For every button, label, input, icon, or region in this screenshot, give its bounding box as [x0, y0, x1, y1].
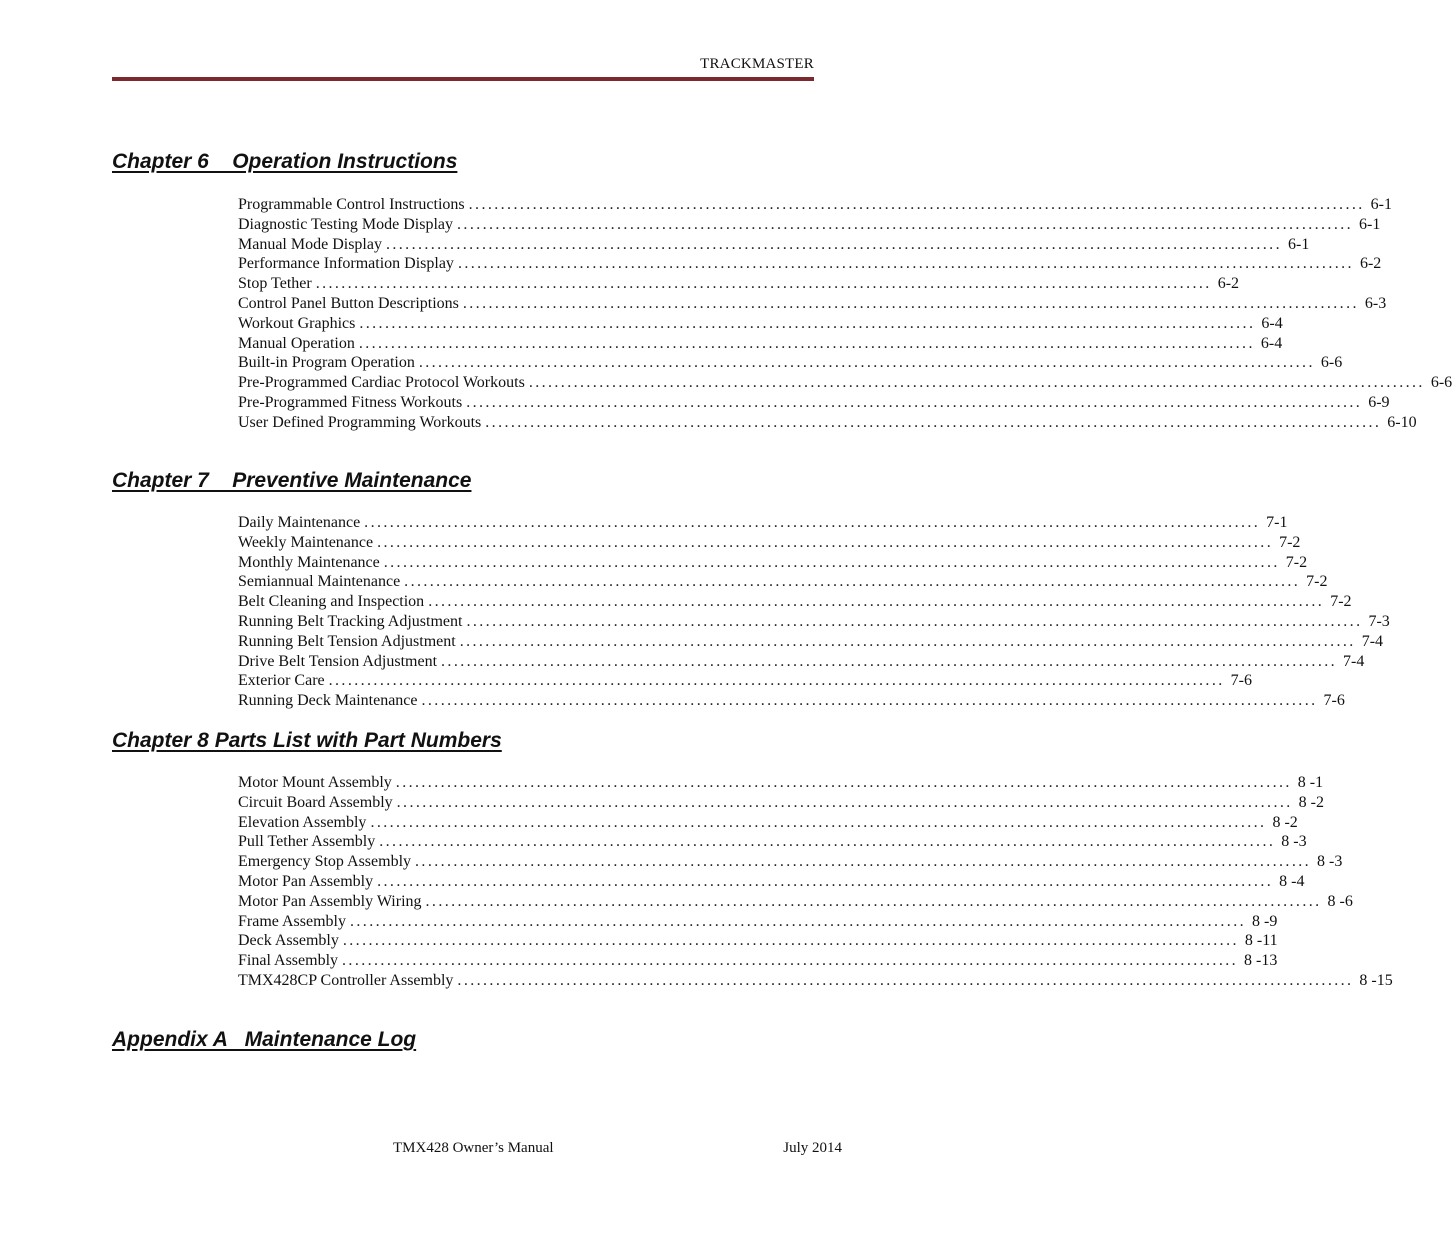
chapter-6-toc	[238, 195, 1452, 433]
toc-entry[interactable]: Circuit Board Assembly ............................................................................................................................................ 8 -2	[238, 793, 1324, 811]
toc-entry[interactable]: Control Panel Button Descriptions ............................................................................................................................................ 6-3	[238, 294, 1387, 312]
toc-entry[interactable]: Pull Tether Assembly ............................................................................................................................................ 8 -3	[238, 833, 1307, 851]
toc-entry[interactable]: Elevation Assembly ............................................................................................................................................ 8 -2	[238, 813, 1298, 831]
toc-entry[interactable]: Programmable Control Instructions ............................................................................................................................................ 6-1	[238, 196, 1392, 213]
footer-date: July 2014	[783, 1140, 842, 1156]
toc-entry[interactable]: Stop Tether ............................................................................................................................................ 6-2	[238, 275, 1240, 293]
toc-entry[interactable]: User Defined Programming Workouts ............................................................................................................................................ 6-10	[238, 413, 1417, 431]
toc-entry[interactable]: Pre-Programmed Cardiac Protocol Workouts ............................................................................................................................................ 6-6	[238, 374, 1452, 392]
toc-entry[interactable]: Motor Pan Assembly ............................................................................................................................................ 8 -4	[238, 872, 1305, 890]
toc-entry[interactable]: Weekly Maintenance ............................................................................................................................................ 7-2	[238, 533, 1301, 551]
toc-entry[interactable]: Final Assembly ............................................................................................................................................ 8 -13	[238, 952, 1278, 970]
chapter-8-title[interactable]: Chapter 8 Parts List with Part Numbers	[112, 729, 502, 752]
header-brand: TRACKMASTER	[700, 56, 814, 72]
chapter-8-toc	[238, 773, 1393, 991]
toc-entry[interactable]: Pre-Programmed Fitness Workouts ............................................................................................................................................ 6-9	[238, 393, 1390, 411]
toc-entry[interactable]: Drive Belt Tension Adjustment ............................................................................................................................................ 7-4	[238, 652, 1365, 670]
footer-manual-title: TMX428 Owner’s Manual	[393, 1140, 554, 1156]
toc-entry[interactable]: Manual Mode Display ............................................................................................................................................ 6-1	[238, 235, 1310, 253]
toc-entry[interactable]: Semiannual Maintenance ............................................................................................................................................ 7-2	[238, 573, 1328, 591]
toc-entry[interactable]: Performance Information Display ............................................................................................................................................ 6-2	[238, 255, 1382, 273]
toc-entry[interactable]: Manual Operation ............................................................................................................................................ 6-4	[238, 334, 1283, 352]
toc-entry[interactable]: Monthly Maintenance ............................................................................................................................................ 7-2	[238, 553, 1308, 571]
toc-entry[interactable]: Belt Cleaning and Inspection ............................................................................................................................................ 7-2	[238, 593, 1352, 611]
toc-entry[interactable]: Diagnostic Testing Mode Display ............................................................................................................................................ 6-1	[238, 215, 1381, 233]
toc-entry[interactable]: Motor Pan Assembly Wiring ............................................................................................................................................ 8 -6	[238, 892, 1353, 910]
appendix-a-title[interactable]: Appendix A Maintenance Log	[112, 1028, 417, 1051]
toc-entry[interactable]: Built-in Program Operation ............................................................................................................................................ 6-6	[238, 354, 1343, 372]
toc-entry[interactable]: Daily Maintenance ............................................................................................................................................ 7-1	[238, 514, 1288, 531]
chapter-6-title[interactable]: Chapter 6 Operation Instructions	[112, 150, 458, 173]
toc-entry[interactable]: Workout Graphics ............................................................................................................................................ 6-4	[238, 314, 1283, 332]
toc-entry[interactable]: Emergency Stop Assembly ............................................................................................................................................ 8 -3	[238, 853, 1343, 871]
header-rule	[112, 77, 814, 81]
toc-entry[interactable]: Deck Assembly ............................................................................................................................................ 8 -11	[238, 932, 1278, 950]
toc-entry[interactable]: Frame Assembly ............................................................................................................................................ 8 -9	[238, 912, 1278, 930]
toc-entry[interactable]: Running Belt Tension Adjustment ............................................................................................................................................ 7-4	[238, 632, 1384, 650]
toc-entry[interactable]: TMX428CP Controller Assembly ............................................................................................................................................ 8 -15	[238, 971, 1393, 989]
toc-entry[interactable]: Motor Mount Assembly ............................................................................................................................................ 8 -1	[238, 774, 1324, 791]
chapter-7-title[interactable]: Chapter 7 Preventive Maintenance	[112, 469, 472, 492]
toc-entry[interactable]: Running Belt Tracking Adjustment ............................................................................................................................................ 7-3	[238, 612, 1390, 630]
toc-entry[interactable]: Exterior Care ............................................................................................................................................ 7-6	[238, 672, 1252, 690]
chapter-7-toc	[238, 513, 1390, 711]
toc-entry[interactable]: Running Deck Maintenance ............................................................................................................................................ 7-6	[238, 692, 1345, 710]
